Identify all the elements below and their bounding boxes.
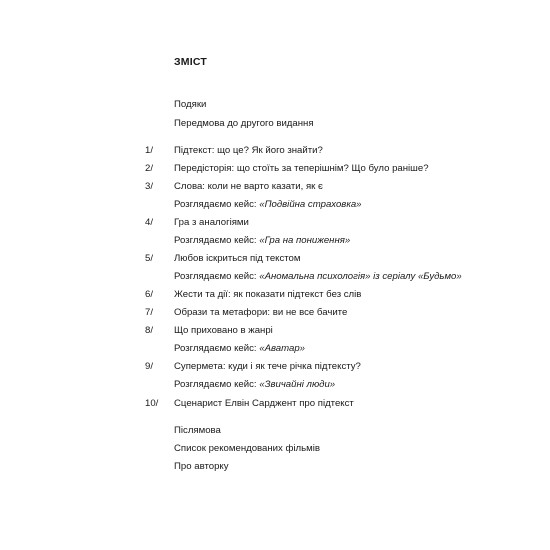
toc-case-study (0, 199, 550, 211)
toc-chapter-number: 6/ (145, 289, 154, 300)
toc-chapter-title: Любов іскриться під текстом (174, 253, 301, 264)
toc-chapter-4 (0, 217, 550, 229)
toc-entry-film-list (0, 443, 550, 455)
toc-case-study-text (174, 199, 362, 211)
toc-entry-text: Післямова (174, 425, 221, 436)
toc-chapter-5 (0, 253, 550, 265)
case-study-prefix: Розглядаємо кейс: (174, 379, 260, 390)
toc-chapter-number: 1/ (145, 145, 154, 156)
case-study-prefix: Розглядаємо кейс: (174, 235, 260, 246)
toc-entry-preface (0, 118, 550, 130)
toc-entry-about-author (0, 461, 550, 473)
toc-case-study (0, 271, 550, 283)
toc-entry-text: Список рекомендованих фільмів (174, 443, 320, 454)
case-study-title: «Аватар» (259, 343, 306, 354)
toc-chapter-title: Підтекст: що це? Як його знайти? (174, 145, 323, 156)
toc-title: ЗМІСТ (174, 56, 207, 68)
toc-chapter-6 (0, 289, 550, 301)
toc-case-study (0, 343, 550, 355)
toc-case-study-text (174, 343, 305, 355)
case-study-prefix: Розглядаємо кейс: (174, 343, 260, 354)
toc-chapter-title: Слова: коли не варто казати, як є (174, 181, 323, 192)
toc-chapter-8 (0, 325, 550, 337)
toc-chapter-7 (0, 307, 550, 319)
toc-chapter-title: Супермета: куди і як тече річка підтексту? (174, 361, 361, 372)
toc-chapter-2 (0, 163, 550, 175)
case-study-title: «Аномальна психологія» із серіалу «Будьмо» (259, 271, 462, 282)
toc-chapter-10 (0, 398, 550, 410)
toc-chapter-title: Що приховано в жанрі (174, 325, 273, 336)
toc-chapter-3 (0, 181, 550, 193)
case-study-prefix: Розглядаємо кейс: (174, 199, 260, 210)
toc-chapter-number: 9/ (145, 361, 154, 372)
toc-chapter-title: Передісторія: що стоїть за теперішнім? Що було раніше? (174, 163, 429, 174)
toc-case-study (0, 379, 550, 391)
toc-case-study (0, 235, 550, 247)
toc-chapter-title: Сценарист Елвін Сарджент про підтекст (174, 398, 354, 409)
toc-entry-acknowledgements (0, 99, 550, 111)
case-study-title: «Звичайні люди» (259, 379, 336, 390)
toc-chapter-1 (0, 145, 550, 157)
toc-chapter-title: Жести та дії: як показати підтекст без слів (174, 289, 362, 300)
toc-chapter-number: 7/ (145, 307, 154, 318)
toc-chapter-number: 3/ (145, 181, 154, 192)
toc-chapter-number: 8/ (145, 325, 154, 336)
toc-chapter-number: 2/ (145, 163, 154, 174)
toc-chapter-number: 4/ (145, 217, 154, 228)
toc-entry-afterword (0, 425, 550, 437)
toc-chapter-number: 10/ (145, 398, 159, 409)
toc-entry-text: Про авторку (174, 461, 229, 472)
case-study-title: «Подвійна страховка» (259, 199, 362, 210)
toc-entry-text: Передмова до другого видання (174, 118, 314, 129)
toc-chapter-title: Образи та метафори: ви не все бачите (174, 307, 348, 318)
case-study-prefix: Розглядаємо кейс: (174, 271, 260, 282)
toc-chapter-number: 5/ (145, 253, 154, 264)
toc-case-study-text (174, 379, 335, 391)
case-study-title: «Гра на пониження» (259, 235, 351, 246)
toc-case-study-text (174, 271, 462, 283)
toc-entry-text: Подяки (174, 99, 207, 110)
toc-chapter-title: Гра з аналогіями (174, 217, 249, 228)
toc-chapter-9 (0, 361, 550, 373)
toc-case-study-text (174, 235, 350, 247)
